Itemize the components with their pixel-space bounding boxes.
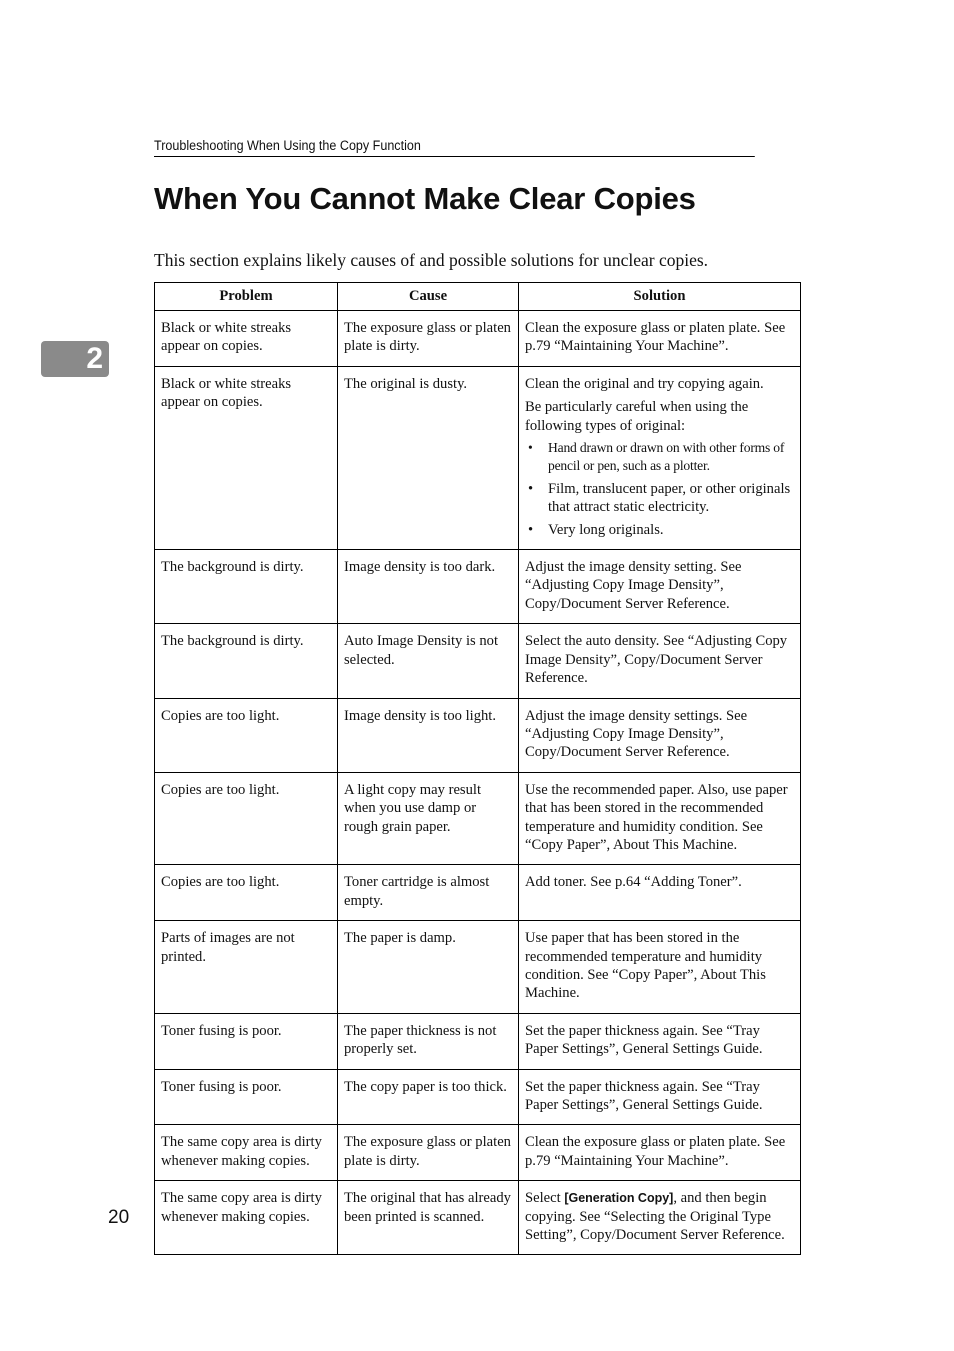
solution-cell: Select the auto density. See “Adjusting Copy Image Density”, Copy/Document Server Reference. — [519, 624, 801, 698]
solution-cell: Clean the exposure glass or platen plate. See p.79 “Maintaining Your Machine”. — [519, 311, 801, 367]
column-header-cause: Cause — [338, 283, 519, 311]
solution-cell — [519, 366, 801, 549]
table-row — [155, 865, 801, 921]
table-row — [155, 1069, 801, 1125]
page-title: When You Cannot Make Clear Copies — [154, 181, 696, 216]
problem-cell: Copies are too light. — [155, 698, 338, 772]
cause-cell: A light copy may result when you use damp or rough grain paper. — [338, 772, 519, 865]
table-row — [155, 1013, 801, 1069]
cause-cell: The paper thickness is not properly set. — [338, 1013, 519, 1069]
table-row — [155, 772, 801, 865]
cause-cell: The original is dusty. — [338, 366, 519, 549]
chapter-tab: 2 — [41, 341, 109, 377]
table-row — [155, 1181, 801, 1255]
table-row — [155, 921, 801, 1014]
table-row — [155, 550, 801, 624]
solution-cell: Use the recommended paper. Also, use paper that has been stored in the recommended temperature and humidity condition. See “Copy Paper”, About This Machine. — [519, 772, 801, 865]
cause-cell: The original that has already been printed is scanned. — [338, 1181, 519, 1255]
problem-cell: Black or white streaks appear on copies. — [155, 311, 338, 367]
table-row — [155, 624, 801, 698]
cause-cell: The paper is damp. — [338, 921, 519, 1014]
problem-cell: Copies are too light. — [155, 865, 338, 921]
solution-cell: Set the paper thickness again. See “Tray Paper Settings”, General Settings Guide. — [519, 1069, 801, 1125]
solution-cell: Clean the exposure glass or platen plate. See p.79 “Maintaining Your Machine”. — [519, 1125, 801, 1181]
solution-cell: Adjust the image density setting. See “Adjusting Copy Image Density”, Copy/Document Server Reference. — [519, 550, 801, 624]
solution-text: , and then begin copying. See “Selecting the Original Type Setting”, Copy/Document Server Reference. — [525, 1190, 785, 1244]
solution-cell: Add toner. See p.64 “Adding Toner”. — [519, 865, 801, 921]
problem-cell: Parts of images are not printed. — [155, 921, 338, 1014]
cause-cell: Image density is too dark. — [338, 550, 519, 624]
table-row — [155, 698, 801, 772]
table-row — [155, 311, 801, 367]
cause-cell: Toner cartridge is almost empty. — [338, 865, 519, 921]
table-row — [155, 366, 801, 549]
problem-cell: The same copy area is dirty whenever making copies. — [155, 1125, 338, 1181]
original-types-list — [525, 439, 795, 539]
problem-cell: The background is dirty. — [155, 550, 338, 624]
page-number: 20 — [108, 1207, 130, 1228]
running-head: Troubleshooting When Using the Copy Function — [154, 138, 755, 157]
problem-cell: The background is dirty. — [155, 624, 338, 698]
problem-cell: Toner fusing is poor. — [155, 1069, 338, 1125]
intro-paragraph: This section explains likely causes of and possible solutions for unclear copies. — [154, 250, 709, 270]
table-row — [155, 1125, 801, 1181]
list-item: • Hand drawn or drawn on with other forms of pencil or pen, such as a plotter. — [525, 439, 795, 476]
problem-cell: Black or white streaks appear on copies. — [155, 366, 338, 549]
generation-copy-key-label: [Generation Copy] — [564, 1191, 674, 1206]
cause-cell: The copy paper is too thick. — [338, 1069, 519, 1125]
problem-cell: Toner fusing is poor. — [155, 1013, 338, 1069]
problem-cell: Copies are too light. — [155, 772, 338, 865]
table-header-row — [155, 283, 801, 311]
problem-cell: The same copy area is dirty whenever making copies. — [155, 1181, 338, 1255]
cause-cell: The exposure glass or platen plate is dirty. — [338, 311, 519, 367]
cause-cell: The exposure glass or platen plate is dirty. — [338, 1125, 519, 1181]
cause-cell: Image density is too light. — [338, 698, 519, 772]
solution-text: Clean the original and try copying again. — [525, 375, 764, 392]
column-header-solution: Solution — [519, 283, 801, 311]
solution-cell — [519, 1181, 801, 1255]
cause-cell: Auto Image Density is not selected. — [338, 624, 519, 698]
solution-cell: Use paper that has been stored in the recommended temperature and humidity condition. See “Copy Paper”, About This Machine. — [519, 921, 801, 1014]
list-item: • Film, translucent paper, or other originals that attract static electricity. — [525, 480, 795, 517]
list-item: • Very long originals. — [525, 521, 795, 539]
troubleshooting-table — [154, 282, 801, 1255]
solution-prefix: Select — [525, 1190, 565, 1207]
solution-cell: Adjust the image density settings. See “Adjusting Copy Image Density”, Copy/Document Server Reference. — [519, 698, 801, 772]
column-header-problem: Problem — [155, 283, 338, 311]
solution-text: Be particularly careful when using the following types of original: — [525, 399, 749, 434]
solution-cell: Set the paper thickness again. See “Tray Paper Settings”, General Settings Guide. — [519, 1013, 801, 1069]
